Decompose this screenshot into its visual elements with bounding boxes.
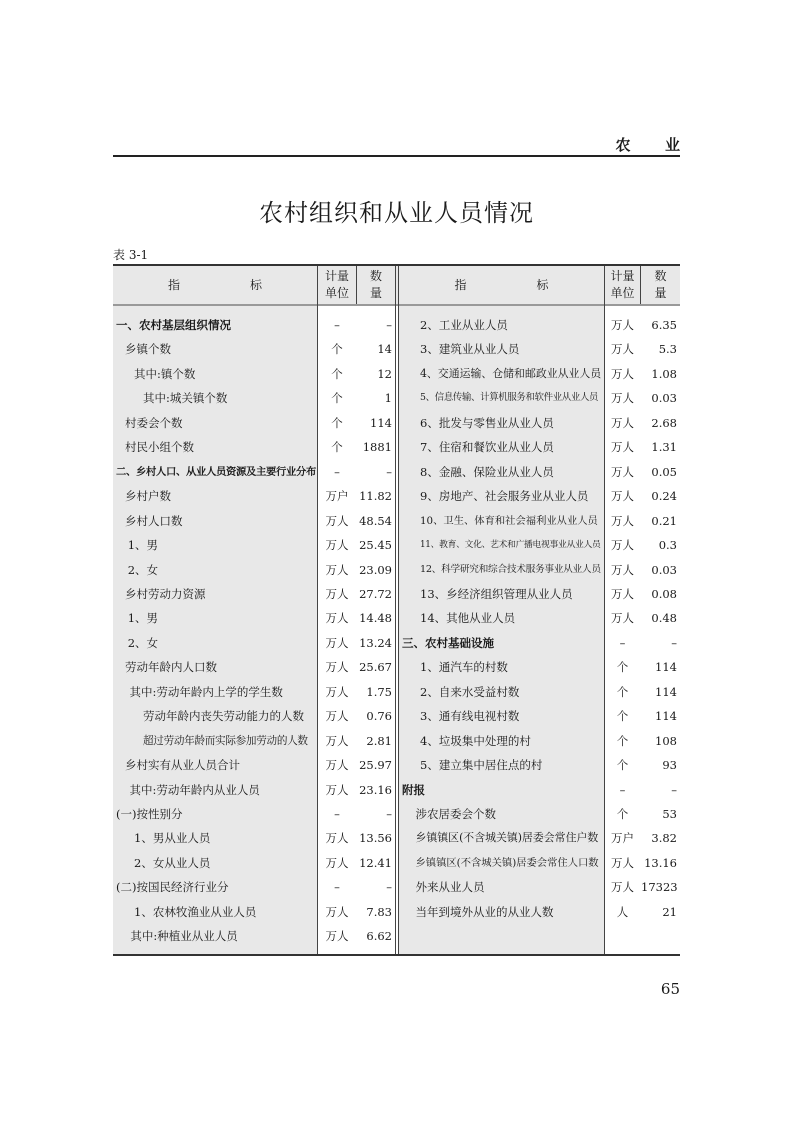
- row-indicator: 超过劳动年龄而实际参加劳动的人数: [143, 734, 308, 747]
- row-unit: 万人: [325, 684, 349, 699]
- row-unit: 万人: [611, 513, 634, 528]
- table-row: [113, 313, 680, 337]
- row-value: 0.3: [658, 538, 677, 553]
- table-row: [113, 533, 680, 557]
- row-indicator: 10、卫生、体育和社会福利业从业人员: [420, 514, 598, 527]
- row-indicator: 5、建立集中居住点的村: [420, 758, 543, 773]
- row-indicator: 当年到境外从业的从业人数: [415, 904, 554, 919]
- row-indicator: 其中:劳动年龄内从业人员: [129, 782, 260, 797]
- row-value: 114: [655, 684, 677, 699]
- row-indicator: 2、女: [127, 562, 159, 577]
- header-value-left: [357, 266, 395, 304]
- row-value: 1.31: [651, 440, 677, 455]
- row-unit: 个: [331, 366, 343, 381]
- row-value: 12: [377, 366, 392, 381]
- row-unit: 万人: [611, 855, 634, 870]
- row-indicator: 村民小组个数: [125, 440, 194, 455]
- row-value: 25.67: [359, 660, 392, 675]
- row-unit: 万人: [611, 880, 634, 895]
- row-indicator: 7、住宿和餐饮业从业人员: [420, 440, 554, 455]
- row-value: 0.03: [651, 562, 677, 577]
- row-value: 0.03: [651, 391, 677, 406]
- row-value: –: [386, 880, 392, 895]
- row-unit: 万人: [325, 709, 349, 724]
- row-unit: 个: [331, 415, 343, 430]
- row-unit: 万人: [325, 538, 349, 553]
- row-value: 0.08: [651, 586, 677, 601]
- row-unit: 万人: [325, 660, 349, 675]
- section-rule: [113, 155, 680, 157]
- row-indicator: 乡村实有从业人员合计: [125, 758, 240, 773]
- row-unit: 个: [331, 342, 343, 357]
- header-indicator-char-2: 标: [536, 277, 549, 292]
- row-value: 5.3: [658, 342, 677, 357]
- row-unit: 万人: [611, 440, 634, 455]
- row-indicator: 5、信息传输、计算机服务和软件业从业人员: [420, 392, 599, 404]
- row-value: 13.24: [359, 635, 392, 650]
- row-indicator: 其中:镇个数: [134, 366, 196, 381]
- table-row: [113, 631, 680, 655]
- row-indicator: 8、金融、保险业从业人员: [420, 464, 554, 479]
- row-unit: 万人: [325, 635, 349, 650]
- table-row: [113, 386, 680, 410]
- table-row: [113, 778, 680, 802]
- row-indicator: 乡村人口数: [125, 513, 183, 528]
- row-unit: 人: [616, 904, 629, 919]
- row-unit: –: [334, 464, 340, 479]
- row-value: 2.81: [366, 733, 392, 748]
- row-indicator: 3、建筑业从业人员: [420, 342, 520, 357]
- row-indicator: 2、工业从业人员: [420, 318, 508, 332]
- row-value: –: [671, 782, 677, 797]
- row-unit: –: [334, 318, 340, 332]
- table-row: [113, 704, 680, 728]
- table-row: [113, 655, 680, 679]
- row-unit: 万人: [325, 611, 349, 626]
- table-row: [113, 606, 680, 630]
- row-indicator: 一、农村基层组织情况: [116, 318, 231, 332]
- row-indicator: 1、农林牧渔业从业人员: [134, 904, 257, 919]
- row-unit: 万人: [325, 513, 349, 528]
- row-unit: 万人: [325, 562, 349, 577]
- row-value: 0.76: [366, 709, 392, 724]
- section-header: [113, 134, 680, 154]
- table-row: [113, 753, 680, 777]
- row-unit: 万人: [611, 489, 634, 504]
- row-unit: 万人: [611, 464, 634, 479]
- row-indicator: 乡镇个数: [125, 342, 171, 357]
- row-indicator: 附报: [402, 782, 425, 797]
- row-indicator: 11、教育、文化、艺术和广播电视事业从业人员: [420, 540, 601, 551]
- row-indicator: (一)按性别分: [116, 807, 183, 821]
- table-row: [113, 851, 680, 875]
- table-row: [113, 802, 680, 826]
- row-value: 114: [655, 660, 677, 675]
- row-value: 14: [377, 342, 392, 357]
- row-unit: 个: [331, 391, 343, 406]
- header-indicator-right: [399, 266, 604, 304]
- row-unit: 个: [616, 733, 629, 748]
- row-unit: 万人: [325, 586, 349, 601]
- row-unit: 万人: [325, 733, 349, 748]
- row-unit: 万人: [325, 855, 349, 870]
- row-indicator: 其中:城关镇个数: [143, 391, 228, 406]
- row-indicator: 劳动年龄内人口数: [125, 660, 217, 675]
- row-indicator: 1、男从业人员: [134, 831, 211, 846]
- header-unit-right: [605, 266, 640, 304]
- row-value: 23.16: [359, 782, 392, 797]
- row-unit: 万人: [325, 831, 349, 846]
- header-unit-line-1: 计量: [610, 269, 635, 283]
- row-value: 13.56: [359, 831, 392, 846]
- row-value: 48.54: [359, 513, 392, 528]
- row-value: 53: [662, 807, 677, 821]
- row-indicator: 劳动年龄内丧失劳动能力的人数: [143, 709, 304, 724]
- row-value: 7.83: [366, 904, 392, 919]
- row-value: 0.21: [651, 513, 677, 528]
- row-unit: –: [619, 782, 626, 797]
- row-indicator: 14、其他从业人员: [420, 611, 516, 626]
- row-value: 27.72: [359, 586, 392, 601]
- page-title: 农村组织和从业人员情况: [259, 199, 534, 227]
- row-value: 0.48: [651, 611, 677, 626]
- row-value: 93: [662, 758, 677, 773]
- header-indicator-char-1: 指: [167, 277, 180, 292]
- header-indicator-char-1: 指: [454, 277, 467, 292]
- row-unit: 万人: [611, 318, 634, 332]
- table-bottom-rule: [113, 954, 680, 956]
- row-unit: 万户: [325, 489, 349, 504]
- row-value: 3.82: [651, 831, 677, 846]
- row-indicator: 6、批发与零售业从业人员: [420, 415, 554, 430]
- table-row: [113, 337, 680, 361]
- header-indicator-left: [113, 266, 317, 304]
- row-value: 12.41: [359, 855, 392, 870]
- row-value: –: [386, 318, 392, 332]
- row-unit: 个: [616, 684, 629, 699]
- row-unit: –: [334, 880, 340, 895]
- header-indicator-char-2: 标: [250, 277, 263, 292]
- header-value-line-2: 量: [654, 286, 667, 300]
- table-row: [113, 460, 680, 484]
- section-header-char-2: 业: [664, 136, 680, 154]
- row-indicator: 乡镇镇区(不含城关镇)居委会常住人口数: [415, 856, 599, 869]
- table-row: [113, 680, 680, 704]
- row-indicator: 1、通汽车的村数: [420, 660, 508, 675]
- row-unit: 万人: [611, 415, 634, 430]
- row-unit: 万人: [611, 538, 634, 553]
- row-indicator: 4、垃圾集中处理的村: [420, 733, 531, 748]
- header-unit-left: [318, 266, 356, 304]
- row-value: 114: [655, 709, 677, 724]
- row-unit: 万人: [611, 611, 634, 626]
- row-value: 1: [384, 391, 392, 406]
- row-value: 1.75: [366, 684, 392, 699]
- row-value: 108: [655, 733, 677, 748]
- row-unit: 个: [616, 660, 629, 675]
- row-indicator: 三、农村基础设施: [402, 635, 494, 650]
- row-indicator: 涉农居委会个数: [415, 807, 496, 821]
- row-indicator: 乡村户数: [125, 489, 171, 504]
- row-unit: 个: [331, 440, 343, 455]
- row-value: –: [386, 807, 392, 821]
- header-value-right: [641, 266, 680, 304]
- row-unit: 万人: [611, 562, 634, 577]
- row-indicator: 其中:种植业从业人员: [130, 929, 238, 944]
- row-value: 25.45: [359, 538, 392, 553]
- header-unit-line-2: 单位: [610, 286, 635, 300]
- row-value: 17323: [641, 880, 678, 895]
- row-indicator: 13、乡经济组织管理从业人员: [420, 586, 573, 601]
- table-row: [113, 826, 680, 850]
- row-value: 0.24: [651, 489, 677, 504]
- row-unit: –: [619, 635, 626, 650]
- row-indicator: 9、房地产、社会服务业从业人员: [420, 489, 589, 504]
- row-indicator: 1、男: [127, 611, 159, 626]
- row-unit: 个: [616, 758, 629, 773]
- row-unit: 万人: [325, 782, 349, 797]
- row-unit: 万人: [611, 342, 634, 357]
- row-value: –: [671, 635, 677, 650]
- row-indicator: 2、女: [127, 635, 159, 650]
- row-indicator: 乡村劳动力资源: [125, 586, 206, 601]
- row-indicator: 2、自来水受益村数: [420, 684, 520, 699]
- row-indicator: 外来从业人员: [415, 880, 485, 895]
- data-table: [113, 264, 680, 956]
- row-indicator: 2、女从业人员: [134, 855, 211, 870]
- row-value: 23.09: [359, 562, 392, 577]
- table-row: [113, 435, 680, 459]
- row-indicator: 12、科学研究和综合技术服务事业从业人员: [420, 563, 601, 575]
- row-value: 2.68: [651, 415, 677, 430]
- header-unit-line-1: 计量: [324, 269, 349, 283]
- row-value: 114: [370, 415, 392, 430]
- table-row: [113, 362, 680, 386]
- row-value: 1881: [362, 440, 392, 455]
- row-value: 14.48: [359, 611, 392, 626]
- table-row: [113, 509, 680, 533]
- row-unit: 万人: [611, 586, 634, 601]
- row-unit: 个: [616, 807, 629, 821]
- row-indicator: 4、交通运输、仓储和邮政业从业人员: [420, 366, 602, 380]
- row-value: 1.08: [651, 366, 677, 381]
- header-value-line-1: 数: [654, 269, 667, 283]
- row-unit: –: [334, 807, 340, 821]
- row-value: 6.62: [366, 929, 392, 944]
- page-number: 65: [660, 980, 680, 998]
- row-unit: 万人: [611, 366, 634, 381]
- header-unit-line-2: 单位: [324, 286, 349, 300]
- row-value: –: [386, 464, 392, 479]
- row-value: 21: [662, 904, 677, 919]
- table-row: [113, 484, 680, 508]
- row-value: 0.05: [651, 464, 677, 479]
- header-value-line-2: 量: [369, 286, 382, 300]
- section-header-char-1: 农: [615, 136, 631, 154]
- row-unit: 万人: [325, 904, 349, 919]
- row-indicator: 乡镇镇区(不含城关镇)居委会常住户数: [415, 831, 599, 845]
- row-unit: 万人: [611, 391, 634, 406]
- row-unit: 万人: [325, 929, 349, 944]
- row-indicator: 1、男: [127, 538, 159, 553]
- row-value: 11.82: [359, 489, 392, 504]
- table-row: [113, 924, 680, 948]
- header-value-line-1: 数: [369, 269, 382, 283]
- row-indicator: 村委会个数: [125, 415, 183, 430]
- table-row: [113, 558, 680, 582]
- row-unit: 万户: [611, 831, 634, 846]
- row-value: 13.16: [644, 855, 677, 870]
- table-row: [113, 582, 680, 606]
- table-row: [113, 411, 680, 435]
- table-label: 表 3-1: [113, 248, 149, 262]
- table-row: [113, 729, 680, 753]
- row-value: 6.35: [651, 318, 677, 332]
- header-bottom-rule: [113, 304, 680, 306]
- row-indicator: 其中:劳动年龄内上学的学生数: [129, 684, 283, 699]
- row-indicator: 二、乡村人口、从业人员资源及主要行业分布: [116, 465, 316, 478]
- row-indicator: (二)按国民经济行业分: [116, 880, 229, 895]
- table-row: [113, 875, 680, 899]
- row-indicator: 3、通有线电视村数: [420, 709, 520, 724]
- row-unit: 万人: [325, 758, 349, 773]
- table-row: [113, 900, 680, 924]
- row-unit: 个: [616, 709, 629, 724]
- row-value: 25.97: [359, 758, 392, 773]
